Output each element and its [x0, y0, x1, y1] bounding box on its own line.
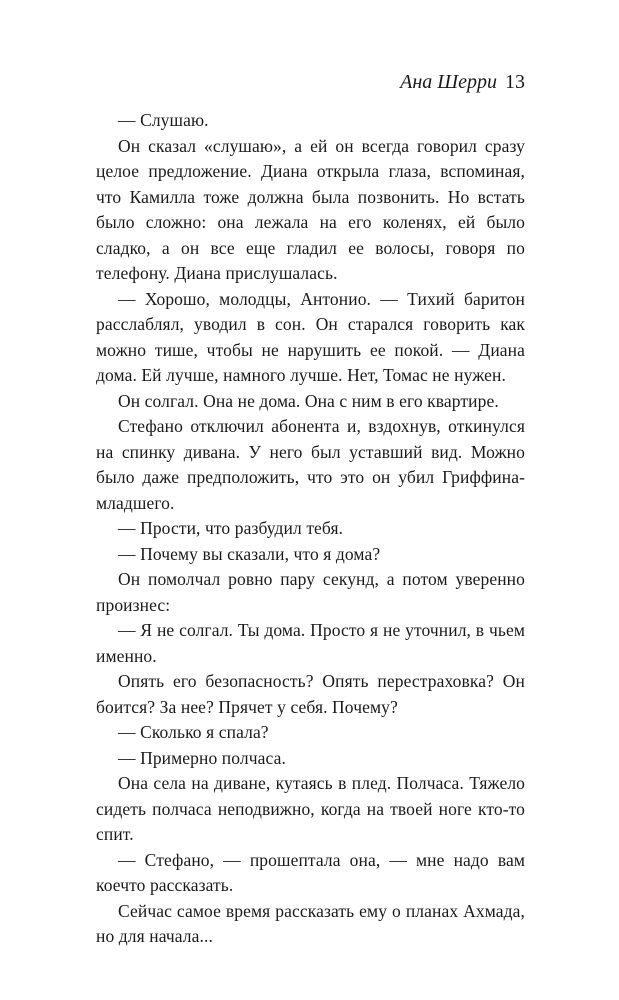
body-text — [96, 108, 525, 950]
paragraph: Опять его безопасность? Опять перестраховка? Он боится? За нее? Прячет у себя. Почему? — [96, 671, 525, 717]
running-header — [0, 68, 525, 96]
paragraph: — Почему вы сказали, что я дома? — [118, 543, 381, 564]
paragraph: Он сказал «слушаю», а ей он всегда говорил сразу целое предложение. Диана открыла глаза, вспоминая, что Камилла тоже должна была позвонить. Но встать было сложно: она лежала на его коленях, ей было сладко, а он все еще гладил ее волосы, говоря по телефону. Диана прислушалась. — [96, 135, 525, 283]
paragraph: — Я не солгал. Ты дома. Просто я не уточнил, в чьем именно. — [96, 620, 525, 666]
paragraph: Стефано отключил абонента и, вздохнув, откинулся на спинку дивана. У него был уставший вид. Можно было даже предположить, что это он убил Гриффина-младшего. — [96, 416, 525, 513]
paragraph: — Примерно полчаса. — [118, 747, 286, 768]
paragraph: — Стефано, — прошептала она, — мне надо вам коечто рассказать. — [96, 849, 525, 895]
paragraph: Сейчас самое время рассказать ему о планах Ахмада, но для начала... — [96, 900, 525, 946]
paragraph: Он помолчал ровно пару секунд, а потом уверенно произнес: — [96, 569, 525, 615]
paragraph: Она села на диване, кутаясь в плед. Полчаса. Тяжело сидеть полчаса неподвижно, когда на твоей ноге кто-то спит. — [96, 773, 525, 844]
running-header-author: Ана Шерри — [400, 71, 497, 93]
paragraph: Он солгал. Она не дома. Она с ним в его квартире. — [118, 390, 499, 411]
paragraph: — Прости, что разбудил тебя. — [118, 518, 344, 538]
page-number: 13 — [505, 71, 525, 93]
paragraph: — Слушаю. — [118, 110, 209, 130]
paragraph: — Хорошо, молодцы, Антонио. — Тихий баритон расслаблял, уводил в сон. Он старался говорить как можно тише, чтобы не нарушить ее покой. — Диана дома. Ей лучше, намного лучше. Нет, Томас не нужен. — [96, 288, 525, 385]
paragraph: — Сколько я спала? — [118, 722, 269, 742]
